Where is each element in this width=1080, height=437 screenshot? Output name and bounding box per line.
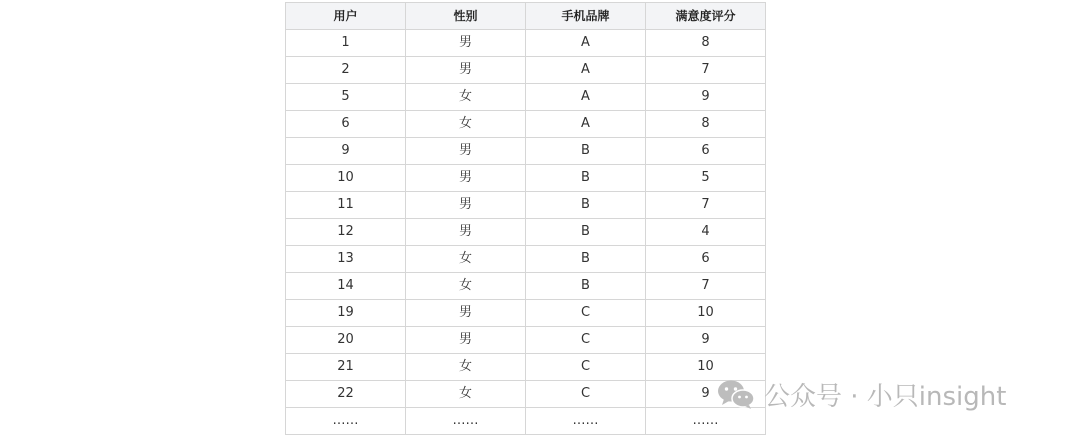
cell-user: 10 xyxy=(286,165,406,192)
cell-gender: …… xyxy=(406,408,526,435)
cell-user: 11 xyxy=(286,192,406,219)
table-header-row xyxy=(286,3,766,30)
watermark-text: 公众号 · 小只insight xyxy=(764,381,1007,412)
cell-gender: 女 xyxy=(406,246,526,273)
cell-user: 9 xyxy=(286,138,406,165)
data-table xyxy=(285,2,766,435)
cell-phone-brand: B xyxy=(526,192,646,219)
cell-satisfaction-score: …… xyxy=(646,408,766,435)
cell-gender: 男 xyxy=(406,57,526,84)
table-row xyxy=(286,57,766,84)
cell-phone-brand: …… xyxy=(526,408,646,435)
cell-gender: 男 xyxy=(406,138,526,165)
table-row xyxy=(286,138,766,165)
cell-phone-brand: A xyxy=(526,57,646,84)
cell-phone-brand: C xyxy=(526,327,646,354)
watermark xyxy=(716,376,1006,412)
cell-user: 1 xyxy=(286,30,406,57)
cell-satisfaction-score: 9 xyxy=(646,381,766,408)
cell-phone-brand: A xyxy=(526,84,646,111)
cell-user: 2 xyxy=(286,57,406,84)
cell-gender: 男 xyxy=(406,192,526,219)
cell-gender: 男 xyxy=(406,327,526,354)
cell-phone-brand: B xyxy=(526,165,646,192)
cell-satisfaction-score: 5 xyxy=(646,165,766,192)
cell-satisfaction-score: 7 xyxy=(646,57,766,84)
cell-satisfaction-score: 6 xyxy=(646,246,766,273)
cell-user: 21 xyxy=(286,354,406,381)
cell-phone-brand: B xyxy=(526,246,646,273)
cell-gender: 男 xyxy=(406,300,526,327)
table-row xyxy=(286,165,766,192)
cell-phone-brand: B xyxy=(526,273,646,300)
table-row xyxy=(286,408,766,435)
cell-gender: 男 xyxy=(406,165,526,192)
table-row xyxy=(286,111,766,138)
cell-satisfaction-score: 8 xyxy=(646,111,766,138)
cell-satisfaction-score: 10 xyxy=(646,300,766,327)
cell-gender: 女 xyxy=(406,273,526,300)
cell-user: 5 xyxy=(286,84,406,111)
cell-gender: 男 xyxy=(406,30,526,57)
cell-phone-brand: C xyxy=(526,354,646,381)
cell-satisfaction-score: 8 xyxy=(646,30,766,57)
table-row xyxy=(286,327,766,354)
table-row xyxy=(286,300,766,327)
cell-user: 19 xyxy=(286,300,406,327)
cell-satisfaction-score: 7 xyxy=(646,192,766,219)
table-body xyxy=(286,30,766,435)
cell-user: 13 xyxy=(286,246,406,273)
table-row xyxy=(286,219,766,246)
cell-user: 14 xyxy=(286,273,406,300)
cell-gender: 女 xyxy=(406,111,526,138)
cell-phone-brand: C xyxy=(526,300,646,327)
header-satisfaction-score: 满意度评分 xyxy=(646,3,766,30)
header-user: 用户 xyxy=(286,3,406,30)
cell-phone-brand: B xyxy=(526,138,646,165)
cell-user: 12 xyxy=(286,219,406,246)
cell-user: 20 xyxy=(286,327,406,354)
cell-satisfaction-score: 4 xyxy=(646,219,766,246)
wechat-icon xyxy=(716,378,756,410)
cell-phone-brand: B xyxy=(526,219,646,246)
cell-phone-brand: A xyxy=(526,111,646,138)
cell-user: 22 xyxy=(286,381,406,408)
cell-phone-brand: C xyxy=(526,381,646,408)
table-row xyxy=(286,30,766,57)
cell-gender: 女 xyxy=(406,381,526,408)
cell-gender: 女 xyxy=(406,354,526,381)
header-phone-brand: 手机品牌 xyxy=(526,3,646,30)
cell-gender: 男 xyxy=(406,219,526,246)
cell-satisfaction-score: 10 xyxy=(646,354,766,381)
cell-gender: 女 xyxy=(406,84,526,111)
table-row xyxy=(286,354,766,381)
table-row xyxy=(286,246,766,273)
cell-user: 6 xyxy=(286,111,406,138)
cell-satisfaction-score: 6 xyxy=(646,138,766,165)
table-row xyxy=(286,273,766,300)
cell-satisfaction-score: 9 xyxy=(646,84,766,111)
table-row xyxy=(286,381,766,408)
table-row xyxy=(286,84,766,111)
cell-phone-brand: A xyxy=(526,30,646,57)
cell-user: …… xyxy=(286,408,406,435)
header-gender: 性别 xyxy=(406,3,526,30)
cell-satisfaction-score: 7 xyxy=(646,273,766,300)
cell-satisfaction-score: 9 xyxy=(646,327,766,354)
table-row xyxy=(286,192,766,219)
